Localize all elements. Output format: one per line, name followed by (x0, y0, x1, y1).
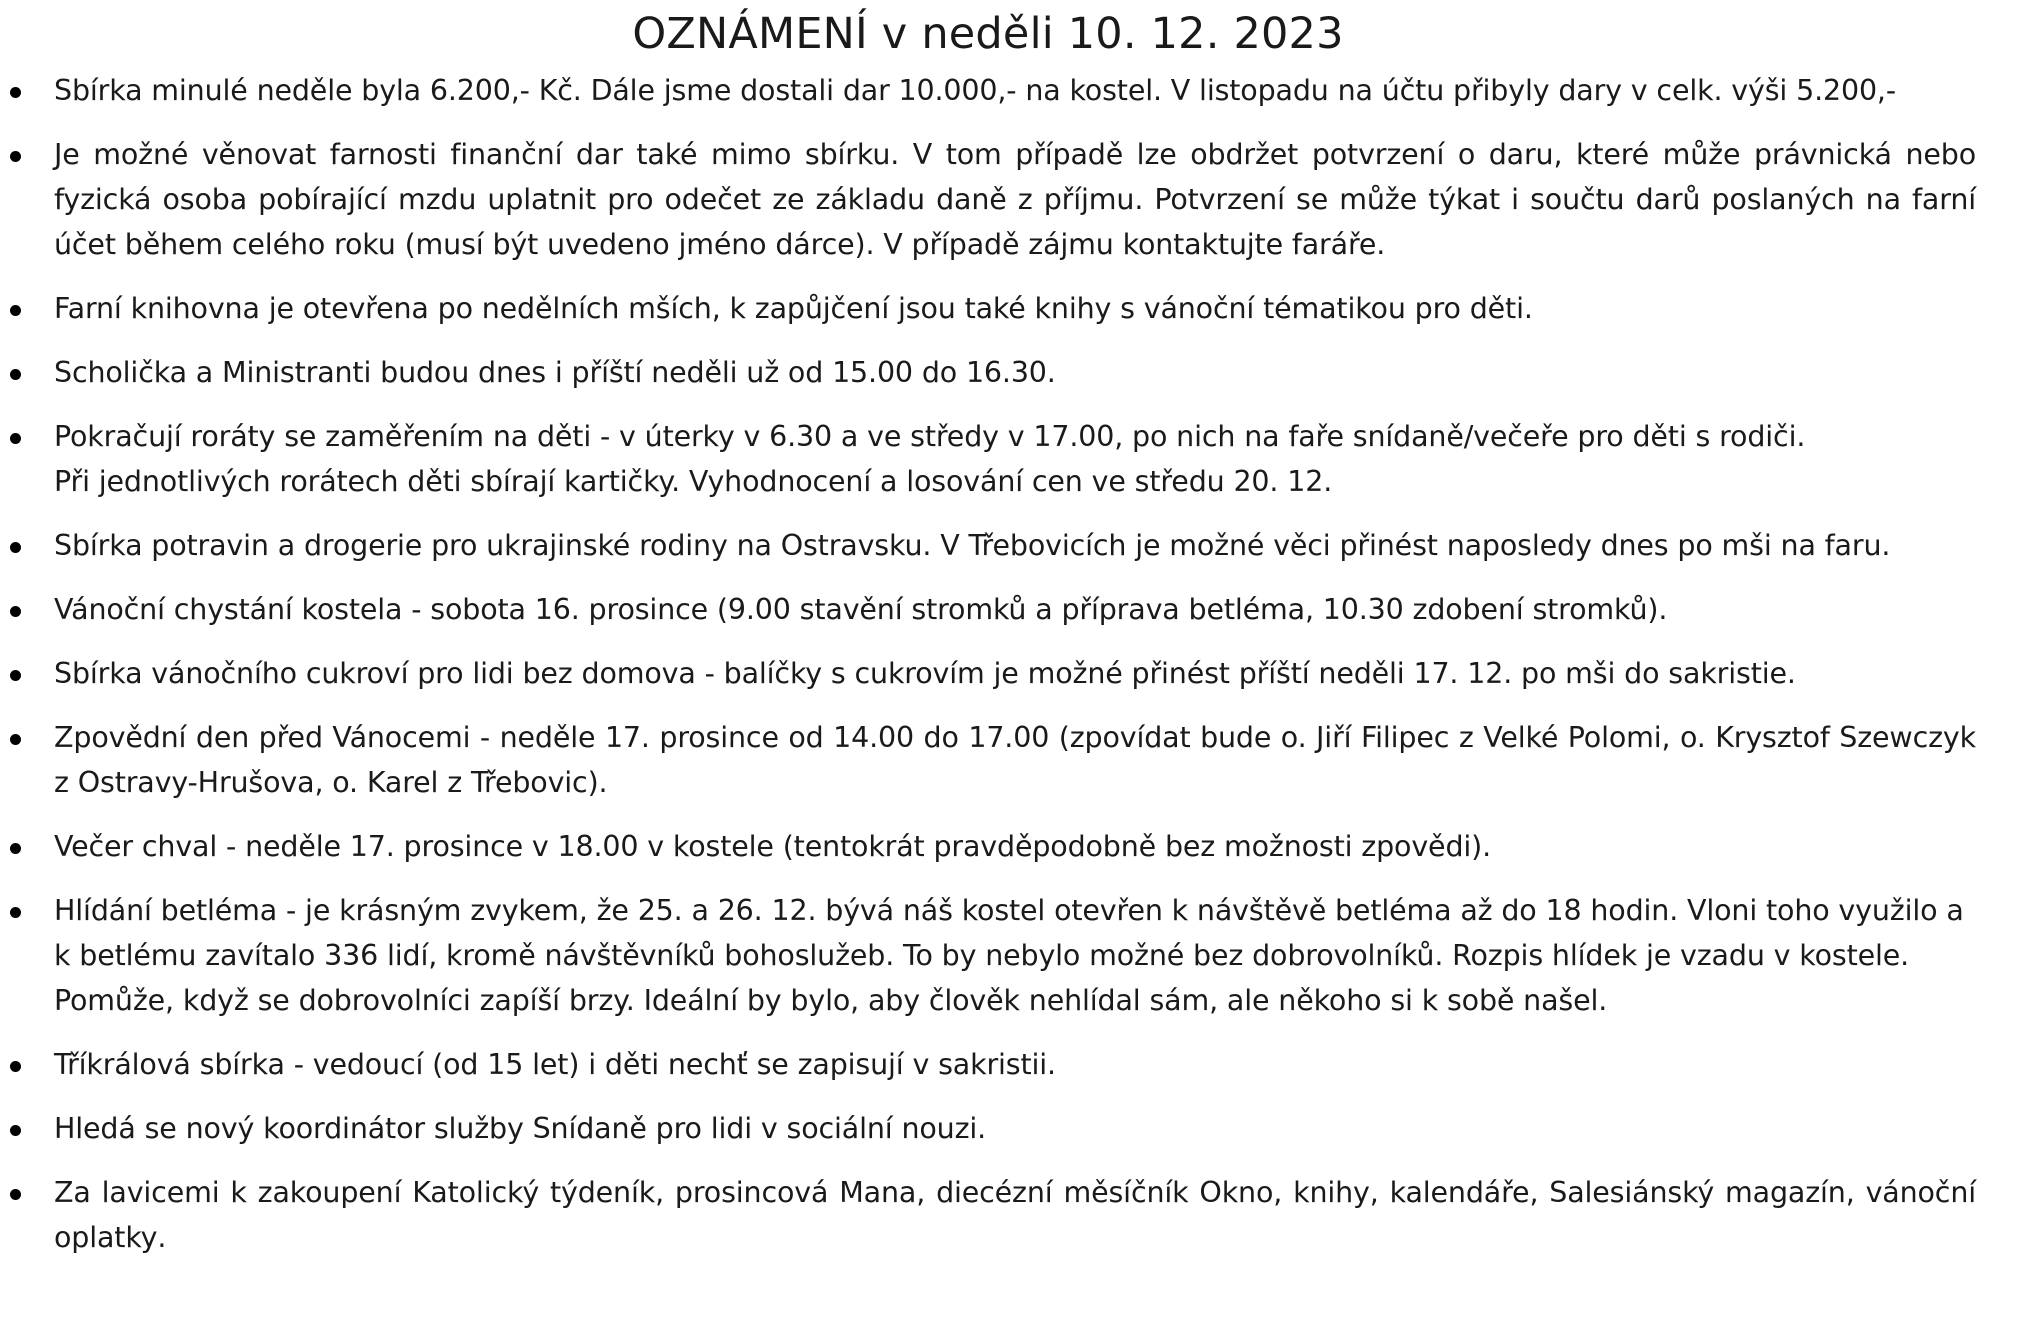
item-heading: kalendáře (1389, 1176, 1530, 1209)
item-heading: Katolický týdeník (412, 1176, 656, 1209)
item-text: je otevřena po nedělních mších, k zapůjčení jsou také knihy s vánoční tématikou pro děti. (259, 292, 1533, 325)
item-text: - vedoucí (od 15 let) i děti nechť se zapisují v sakristii. (284, 1048, 1056, 1081)
item-heading: Vánoční chystání kostela (54, 593, 403, 626)
list-item (0, 350, 1976, 395)
item-heading: Hledá se nový koordinátor služby Snídaně pro lidi v sociální nouzi. (54, 1112, 987, 1145)
item-heading: Večer chval (54, 830, 218, 863)
item-text: Za lavicemi k zakoupení (54, 1176, 413, 1209)
item-text: minulé neděle byla 6.200,- Kč. Dále jsme dostali dar 10.000,- na kostel. V listopadu na účtu přibyly dary v celk. výši 5.200,- (142, 74, 1896, 107)
item-text: - neděle 17. prosince v 18.00 v kostele (tentokrát pravděpodobně bez možnosti zpovědi). (217, 830, 1492, 863)
list-item (0, 1042, 1976, 1087)
item-heading: Pokračují roráty (54, 420, 276, 453)
item-heading: Farní knihovna (54, 292, 260, 325)
list-item (0, 587, 1976, 632)
list-item (0, 1106, 1976, 1151)
item-text: , které může právnická nebo fyzická osoba pobírající mzdu uplatnit pro odečet ze základu daně z příjmu. Potvrzení se může týkat i součtu darů poslaných na farní účet během celého roku (musí být uvedeno jméno dárce). V případě zájmu kontaktujte faráře. (54, 138, 1976, 261)
item-heading: Sbírka vánočního cukroví pro lidi bez domova (54, 657, 696, 690)
item-text: diecézní měsíčník (925, 1176, 1200, 1209)
list-item (0, 523, 1976, 568)
item-text: , knihy, (1273, 1176, 1390, 1209)
item-heading: Zpovědní den před Vánocemi (54, 721, 471, 754)
list-item (0, 414, 1976, 504)
item-text: se zaměřením na děti - v úterky v 6.30 a ve středy v 17.00, po nich na faře snídaně/večeře pro děti s rodiči. (275, 420, 1806, 453)
item-heading: Hlídání betléma (54, 894, 278, 927)
item-heading: Sbírka potravin a drogerie pro ukrajinské rodiny na Ostravsku. (54, 529, 932, 562)
item-heading: potvrzení o daru (1311, 138, 1554, 171)
item-text: Je možné věnovat farnosti finanční dar také mimo sbírku. V tom případě lze obdržet (54, 138, 1312, 171)
item-text: , Salesiánský magazín, (1529, 1176, 1866, 1209)
item-text-line2: Při jednotlivých rorátech děti sbírají kartičky. Vyhodnocení a losování cen ve středu 20. 12. (54, 465, 1333, 498)
item-text: - je krásným zvykem, že 25. a 26. 12. bývá náš kostel otevřen k návštěvě betléma až do 18 hodin. Vloni toho využilo a k betlému zavítalo 336 lidí, kromě návštěvníků bohoslužeb. To by nebylo možné bez dobrovolníků. Rozpis hlídek je vzadu v kostele. Pomůže, když se dobrovolníci zapíší brzy. Ideální by bylo, aby člověk nehlídal sám, ale někoho si k sobě našel. (54, 894, 1964, 1017)
item-heading: Tříkrálová sbírka (54, 1048, 285, 1081)
list-item (0, 824, 1976, 869)
list-item (0, 888, 1976, 1023)
list-item (0, 132, 1976, 267)
item-heading: vánoční oplatky (54, 1176, 1976, 1254)
list-item (0, 651, 1976, 696)
item-heading: Mana, (839, 1176, 926, 1209)
item-text: - sobota 16. prosince (9.00 stavění stromků a příprava betléma, 10.30 zdobení stromků). (402, 593, 1668, 626)
item-text: - balíčky s cukrovím je možné přinést příští neděli 17. 12. po mši do sakristie. (695, 657, 1796, 690)
list-item (0, 68, 1976, 113)
item-text: , prosincová (655, 1176, 840, 1209)
item-text: - neděle 17. prosince od 14.00 do 17.00 (zpovídat bude o. Jiří Filipec z Velké Polomi, o. Krysztof Szewczyk z Ostravy-Hrušova, o. Karel z Třebovic). (54, 721, 1976, 799)
item-heading: Scholička a Ministranti (54, 356, 372, 389)
page-title: OZNÁMENÍ v neděli 10. 12. 2023 (632, 9, 1344, 59)
item-text: . (157, 1221, 167, 1254)
item-heading: Okno (1199, 1176, 1274, 1209)
list-item (0, 1170, 1976, 1260)
announcement-list (0, 68, 1976, 1260)
item-heading: Sbírka (54, 74, 143, 107)
item-text: V Třebovicích je možné věci přinést naposledy dnes po mši na faru. (931, 529, 1891, 562)
list-item (0, 286, 1976, 331)
item-text: budou dnes i příští neděli už od 15.00 do 16.30. (371, 356, 1056, 389)
list-item (0, 715, 1976, 805)
